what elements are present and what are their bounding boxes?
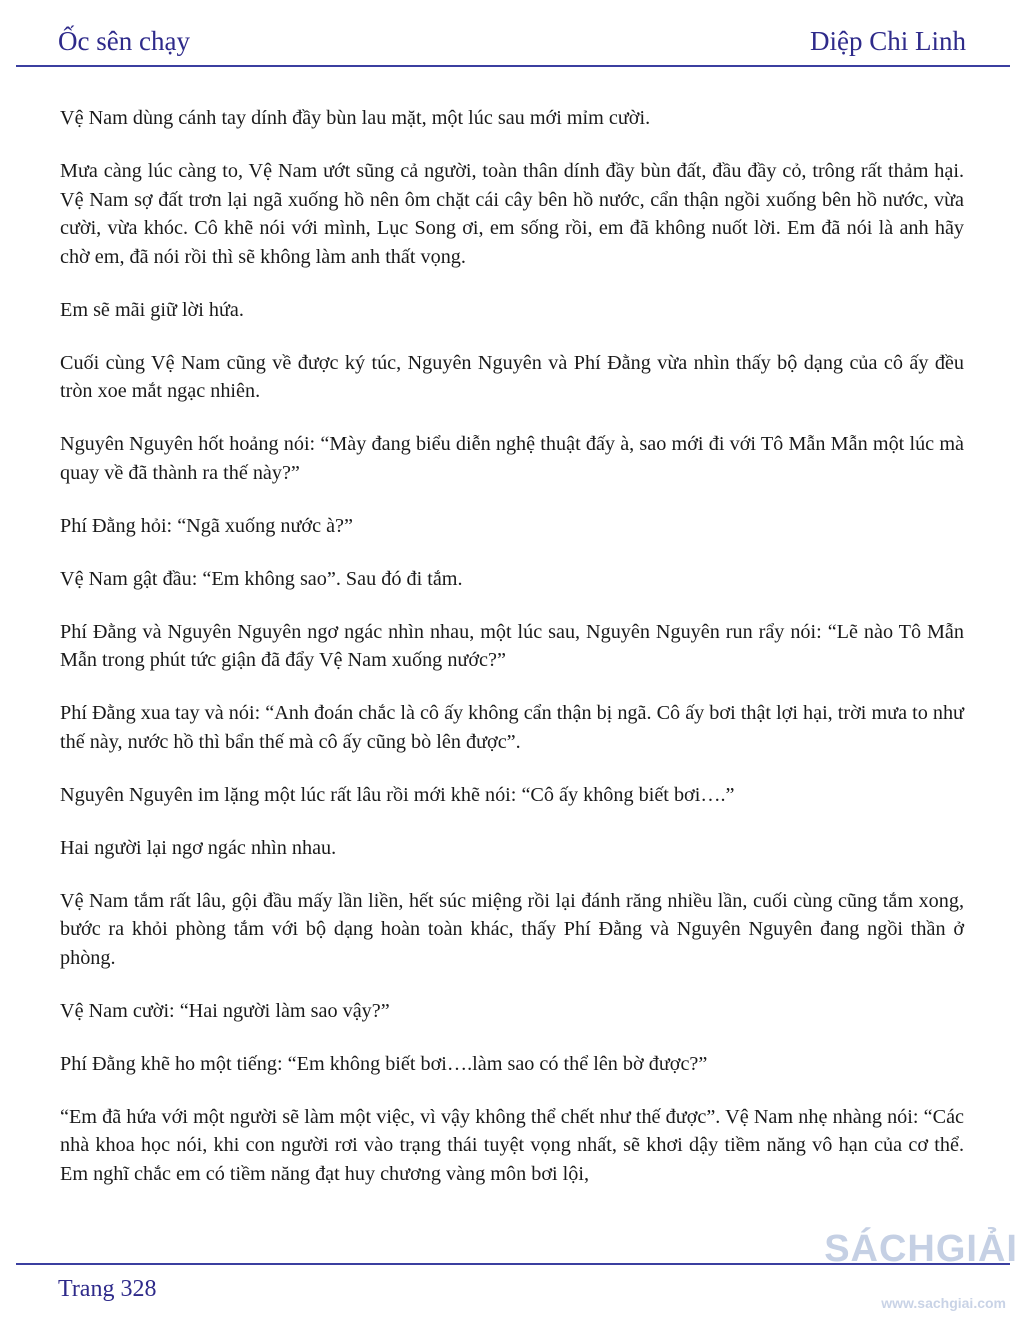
book-title: Ốc sên chạy [58, 26, 190, 56]
header-divider [16, 65, 1010, 67]
paragraph: Phí Đằng hỏi: “Ngã xuống nước à?” [60, 514, 353, 537]
watermark-logo: SÁCHGIẢI [824, 1228, 1018, 1270]
paragraph: Vệ Nam cười: “Hai người làm sao vậy?” [60, 999, 390, 1022]
paragraph: Vệ Nam gật đầu: “Em không sao”. Sau đó đi tắm. [60, 567, 463, 590]
paragraph: Hai người lại ngơ ngác nhìn nhau. [60, 836, 337, 859]
author-name: Diệp Chi Linh [810, 26, 966, 56]
page-body [60, 104, 964, 1213]
paragraph: Vệ Nam dùng cánh tay dính đầy bùn lau mặt, một lúc sau mới mỉm cười. [60, 107, 651, 129]
paragraph: Phí Đằng và Nguyên Nguyên ngơ ngác nhìn nhau, một lúc sau, Nguyên Nguyên run rẩy nói: “Lẽ nào Tô Mẫn Mẫn trong phút tức giận đã đẩy Vệ Nam xuống nước?” [60, 620, 964, 671]
paragraph: Vệ Nam tắm rất lâu, gội đầu mấy lần liền, hết súc miệng rồi lại đánh răng nhiều lần, cuối cùng cũng tắm xong, bước ra khỏi phòng tắm với bộ dạng hoàn toàn khác, thấy Phí Đằng và Nguyên Nguyên đang ngồi thần ở phòng. [60, 889, 964, 969]
paragraph: Phí Đằng xua tay và nói: “Anh đoán chắc là cô ấy không cẩn thận bị ngã. Cô ấy bơi thật lợi hại, trời mưa to như thế này, nước hồ thì bẩn thế mà cô ấy cũng bò lên được”. [60, 702, 964, 753]
paragraph: Phí Đằng khẽ ho một tiếng: “Em không biết bơi….làm sao có thể lên bờ được?” [60, 1052, 708, 1075]
page-header [58, 26, 966, 60]
paragraph: Nguyên Nguyên hốt hoảng nói: “Mày đang biểu diễn nghệ thuật đấy à, sao mới đi với Tô Mẫn Mẫn một lúc mà quay về đã thành ra thế này?” [60, 433, 964, 484]
paragraph: Em sẽ mãi giữ lời hứa. [60, 298, 244, 321]
page-number: Trang 328 [58, 1276, 157, 1302]
paragraph: Mưa càng lúc càng to, Vệ Nam ướt sũng cả người, toàn thân dính đầy bùn đất, đầu đầy cỏ, trông rất thảm hại. Vệ Nam sợ đất trơn lại ngã xuống hồ nên ôm chặt cái cây bên hồ nước, cẩn thận ngồi xuống bên hồ nước, vừa cười, vừa khóc. Cô khẽ nói với mình, Lục Song ơi, em sống rồi, em đã không nuốt lời. Em đã nói là anh hãy chờ em, đã nói rồi thì sẽ không làm anh thất vọng. [60, 160, 964, 268]
watermark [813, 1228, 1018, 1320]
paragraph: Nguyên Nguyên im lặng một lúc rất lâu rồi mới khẽ nói: “Cô ấy không biết bơi….” [60, 783, 735, 806]
watermark-url: www.sachgiai.com [881, 1295, 1006, 1311]
paragraph: Cuối cùng Vệ Nam cũng về được ký túc, Nguyên Nguyên và Phí Đằng vừa nhìn thấy bộ dạng của cô ấy đều tròn xoe mắt ngạc nhiên. [60, 351, 964, 402]
paragraph: “Em đã hứa với một người sẽ làm một việc, vì vậy không thể chết như thế được”. Vệ Nam nhẹ nhàng nói: “Các nhà khoa học nói, khi con người rơi vào trạng thái tuyệt vọng nhất, sẽ khơi dậy tiềm năng vô hạn của cơ thể. Em nghĩ chắc em có tiềm năng đạt huy chương vàng môn bơi lội, [60, 1105, 964, 1185]
